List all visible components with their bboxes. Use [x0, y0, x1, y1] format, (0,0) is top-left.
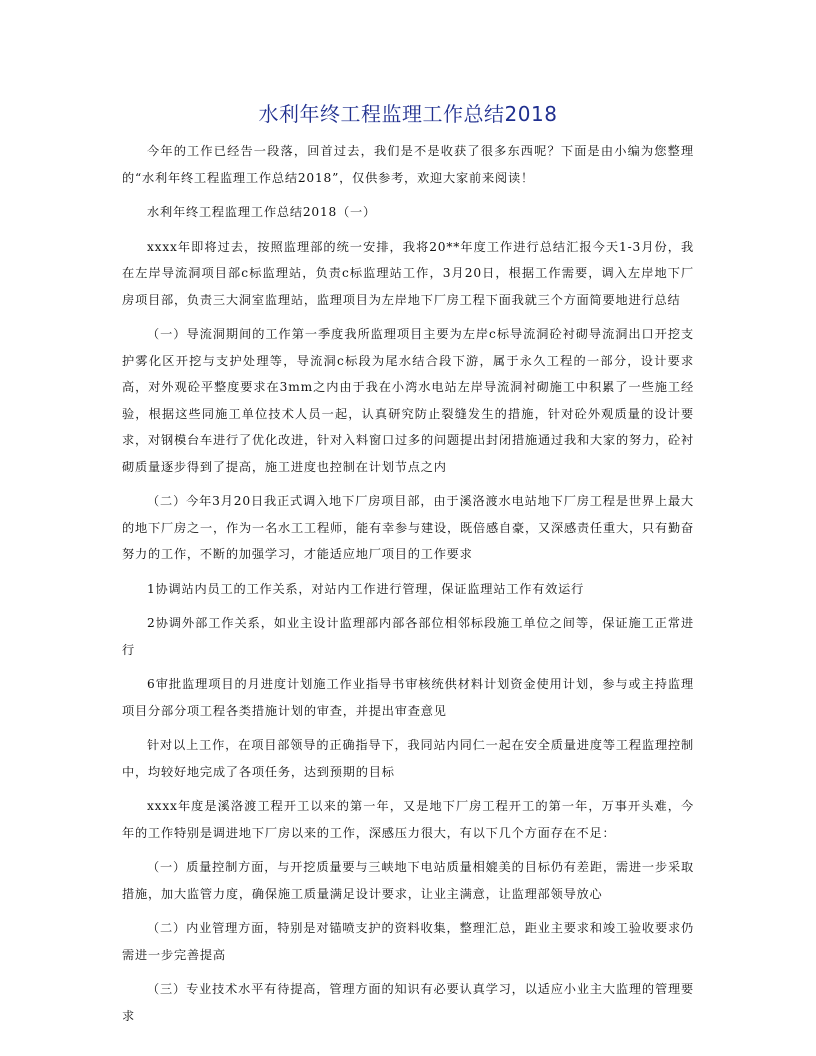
- body-paragraph: （一）导流洞期间的工作第一季度我所监理项目主要为左岸c标导流洞砼衬砌导流洞出口开挖支护雾化区开挖与支护处理等，导流洞c标段为尾水结合段下游，属于永久工程的一部分，设计要求高，对外观砼平整度要求在3mm之内由于我在小湾水电站左岸导流洞衬砌施工中积累了一些施工经验，根据这些同施工单位技术人员一起，认真研究防止裂缝发生的措施，针对砼外观质量的设计要求，对钢模台车进行了优化改进，针对入料窗口过多的问题提出封闭措施通过我和大家的努力，砼衬砌质量逐步得到了提高，施工进度也控制在计划节点之内: [122, 327, 694, 474]
- body-paragraph: xxxx年即将过去，按照监理部的统一安排，我将20**年度工作进行总结汇报今天1-3月份，我在左岸导流洞项目部c标监理站，负责c标监理站工作，3月20日，根据工作需要，调入左岸地下厂房项目部，负责三大洞室监理站，监理项目为左岸地下厂房工程下面我就三个方面简要地进行总结: [122, 239, 694, 307]
- list-item: 2协调外部工作关系，如业主设计监理部内部各部位相邻标段施工单位之间等，保证施工正常进行: [122, 616, 694, 657]
- body-paragraph: （一）质量控制方面，与开挖质量要与三峡地下电站质量相媲美的目标仍有差距，需进一步采取措施，加大监管力度，确保施工质量满足设计要求，让业主满意，让监理部领导放心: [122, 860, 694, 901]
- section-heading: 水利年终工程监理工作总结2018（一）: [147, 205, 377, 219]
- body-paragraph: xxxx年度是溪洛渡工程开工以来的第一年，又是地下厂房工程开工的第一年，万事开头难，今年的工作特别是调进地下厂房以来的工作，深感压力很大，有以下几个方面存在不足：: [122, 799, 694, 840]
- body-paragraph: 针对以上工作，在项目部领导的正确指导下，我同站内同仁一起在安全质量进度等工程监理控制中，均较好地完成了各项任务，达到预期的目标: [122, 738, 694, 779]
- intro-paragraph: 今年的工作已经告一段落，回首过去，我们是不是收获了很多东西呢？下面是由小编为您整理的“水利年终工程监理工作总结2018”，仅供参考，欢迎大家前来阅读！: [122, 144, 694, 185]
- list-item: 1协调站内员工的工作关系，对站内工作进行管理，保证监理站工作有效运行: [147, 581, 585, 596]
- list-item: 6审批监理项目的月进度计划施工作业指导书审核统供材料计划资金使用计划，参与或主持监理项目分部分项工程各类措施计划的审查，并提出审查意见: [122, 677, 694, 718]
- document-title: 水利年终工程监理工作总结2018: [258, 102, 558, 126]
- body-paragraph: （三）专业技术水平有待提高，管理方面的知识有必要认真学习，以适应小业主大监理的管理要求: [122, 982, 694, 1023]
- body-paragraph: （二）今年3月20日我正式调入地下厂房项目部，由于溪洛渡水电站地下厂房工程是世界上最大的地下厂房之一，作为一名水工工程师，能有幸参与建设，既倍感自豪，又深感责任重大，只有勤奋努力的工作，不断的加强学习，才能适应地厂项目的工作要求: [122, 494, 694, 561]
- document-body: [122, 138, 694, 1037]
- body-paragraph: （二）内业管理方面，特别是对锚喷支护的资料收集，整理汇总，距业主要求和竣工验收要求仍需进一步完善提高: [122, 921, 694, 962]
